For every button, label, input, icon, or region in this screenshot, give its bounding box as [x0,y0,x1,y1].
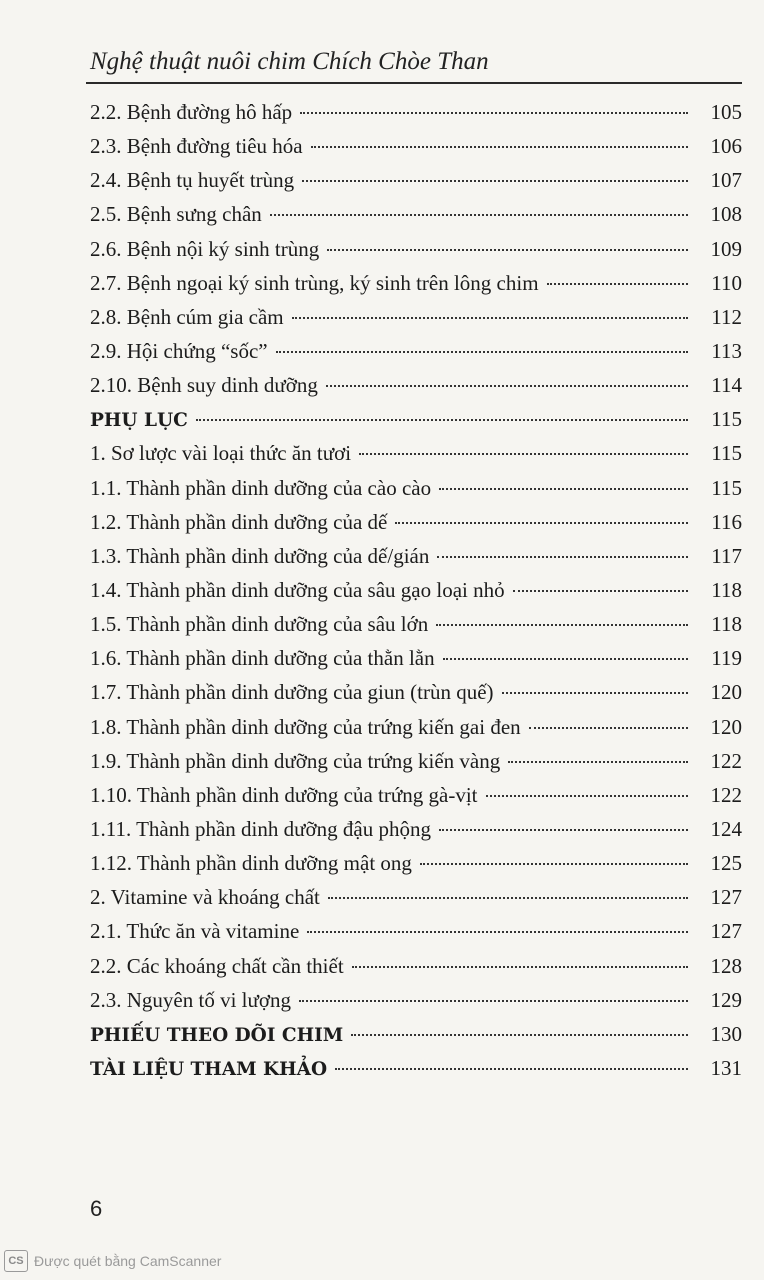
toc-entry-page-number: 107 [710,168,742,193]
header-divider [86,82,742,84]
toc-entry-title: 1.9. Thành phần dinh dưỡng của trứng kiến vàng [90,748,501,773]
toc-entry-page-number: 122 [710,782,742,807]
toc-entry [90,1056,742,1090]
toc-entry [90,237,742,271]
toc-entry-title: 1.3. Thành phần dinh dưỡng của dế/gián [90,543,430,568]
toc-entry-title: 2.2. Các khoáng chất cần thiết [90,953,344,978]
toc-entry-title: 2.8. Bệnh cúm gia cầm [90,304,284,329]
toc-entry-title: 2.4. Bệnh tụ huyết trùng [90,168,295,193]
toc-dot-leader [328,897,688,899]
toc-entry-title: 2. Vitamine và khoáng chất [90,885,320,910]
running-header-title: Nghệ thuật nuôi chim Chích Chòe Than [90,48,489,75]
toc-entry [90,100,742,134]
camscanner-watermark [4,1250,221,1272]
toc-entry-page-number: 131 [710,1055,742,1080]
toc-dot-leader [351,1034,688,1036]
toc-entry-title: 1.12. Thành phần dinh dưỡng mật ong [90,851,412,876]
toc-entry [90,954,742,988]
toc-entry-title: 1.4. Thành phần dinh dưỡng của sâu gạo loại nhỏ [90,577,505,602]
toc-entry [90,612,742,646]
toc-entry-title: 1.7. Thành phần dinh dưỡng của giun (trùn quế) [90,680,494,705]
toc-entry-page-number: 125 [710,851,742,876]
toc-entry-title: 2.2. Bệnh đường hô hấp [90,100,293,124]
toc-entry-page-number: 115 [711,441,742,466]
camscanner-logo-icon: CS [4,1250,28,1272]
toc-entry-page-number: 130 [710,1021,742,1046]
toc-entry [90,885,742,919]
toc-dot-leader [508,761,688,763]
toc-entry-page-number: 115 [711,407,742,432]
toc-entry [90,373,742,407]
toc-entry [90,202,742,236]
toc-entry-title: 2.5. Bệnh sưng chân [90,202,262,227]
toc-entry-title: 2.6. Bệnh nội ký sinh trùng [90,236,320,261]
toc-dot-leader [420,863,688,865]
toc-entry [90,646,742,680]
toc-dot-leader [300,112,688,114]
toc-dot-leader [311,146,688,148]
toc-entry-page-number: 118 [711,577,742,602]
toc-entry-page-number: 114 [711,373,742,398]
toc-entry-title: PHIẾU THEO DÕI CHIM [90,1024,344,1046]
toc-entry-page-number: 127 [710,919,742,944]
toc-entry [90,271,742,305]
toc-entry-page-number: 115 [711,475,742,500]
toc-entry-page-number: 112 [711,304,742,329]
table-of-contents [90,100,742,1090]
toc-entry [90,851,742,885]
toc-entry-title: 1.2. Thành phần dinh dưỡng của dế [90,509,388,534]
toc-entry-title: 2.3. Bệnh đường tiêu hóa [90,134,303,159]
toc-entry-page-number: 106 [710,134,742,159]
toc-entry-title: 1.8. Thành phần dinh dưỡng của trứng kiến gai đen [90,714,521,739]
toc-dot-leader [302,180,688,182]
toc-entry [90,749,742,783]
toc-dot-leader [276,351,688,353]
toc-entry [90,988,742,1022]
toc-entry [90,168,742,202]
toc-entry-page-number: 113 [711,338,742,363]
toc-entry-page-number: 129 [710,987,742,1012]
toc-dot-leader [395,522,688,524]
toc-dot-leader [529,727,688,729]
toc-dot-leader [299,1000,688,1002]
toc-entry [90,339,742,373]
toc-entry [90,680,742,714]
toc-entry [90,407,742,441]
toc-entry [90,305,742,339]
toc-dot-leader [359,453,688,455]
toc-dot-leader [439,829,688,831]
toc-entry-title: 2.7. Bệnh ngoại ký sinh trùng, ký sinh trên lông chim [90,270,539,295]
toc-dot-leader [502,692,688,694]
toc-entry-page-number: 109 [710,236,742,261]
toc-dot-leader [352,966,688,968]
toc-entry [90,919,742,953]
toc-dot-leader [307,931,688,933]
toc-dot-leader [335,1068,688,1070]
toc-entry-title: 1.1. Thành phần dinh dưỡng của cào cào [90,475,432,500]
toc-entry-page-number: 127 [710,885,742,910]
toc-entry-page-number: 116 [711,509,742,534]
watermark-text: Được quét bằng CamScanner [34,1253,222,1269]
toc-entry-title: 1.10. Thành phần dinh dưỡng của trứng gà-vịt [90,782,478,807]
toc-entry [90,544,742,578]
toc-entry-page-number: 128 [710,953,742,978]
toc-dot-leader [486,795,689,797]
toc-entry [90,715,742,749]
toc-entry-page-number: 119 [711,646,742,671]
toc-entry-title: 2.9. Hội chứng “sốc” [90,338,268,363]
toc-entry-page-number: 120 [710,680,742,705]
toc-entry-page-number: 124 [710,816,742,841]
toc-dot-leader [513,590,688,592]
toc-dot-leader [326,385,688,387]
toc-dot-leader [196,419,688,421]
toc-entry-page-number: 120 [710,714,742,739]
toc-entry-title: 2.10. Bệnh suy dinh dưỡng [90,373,318,398]
toc-entry [90,134,742,168]
toc-entry [90,441,742,475]
toc-entry-title: 2.1. Thức ăn và vitamine [90,919,300,944]
toc-entry [90,510,742,544]
toc-entry-page-number: 110 [711,270,742,295]
toc-entry [90,578,742,612]
toc-dot-leader [437,556,688,558]
toc-dot-leader [439,488,688,490]
toc-entry-page-number: 117 [711,543,742,568]
toc-entry-title: 1.6. Thành phần dinh dưỡng của thằn lằn [90,646,435,671]
toc-dot-leader [436,624,688,626]
toc-dot-leader [327,249,688,251]
toc-entry-title: 1.11. Thành phần dinh dưỡng đậu phộng [90,816,431,841]
toc-dot-leader [443,658,688,660]
toc-entry [90,476,742,510]
toc-entry-title: TÀI LIỆU THAM KHẢO [90,1058,328,1080]
toc-entry-page-number: 108 [710,202,742,227]
toc-entry [90,817,742,851]
toc-entry-page-number: 105 [710,100,742,124]
toc-entry-page-number: 122 [710,748,742,773]
toc-entry [90,1022,742,1056]
toc-entry [90,783,742,817]
toc-dot-leader [292,317,688,319]
toc-entry-title: 1. Sơ lược vài loại thức ăn tươi [90,441,352,466]
toc-dot-leader [270,214,688,216]
toc-entry-title: 2.3. Nguyên tố vi lượng [90,987,291,1012]
toc-entry-title: 1.5. Thành phần dinh dưỡng của sâu lớn [90,612,429,637]
toc-entry-title: PHỤ LỤC [90,410,188,432]
toc-dot-leader [547,283,688,285]
toc-entry-page-number: 118 [711,612,742,637]
page-number: 6 [90,1196,103,1221]
